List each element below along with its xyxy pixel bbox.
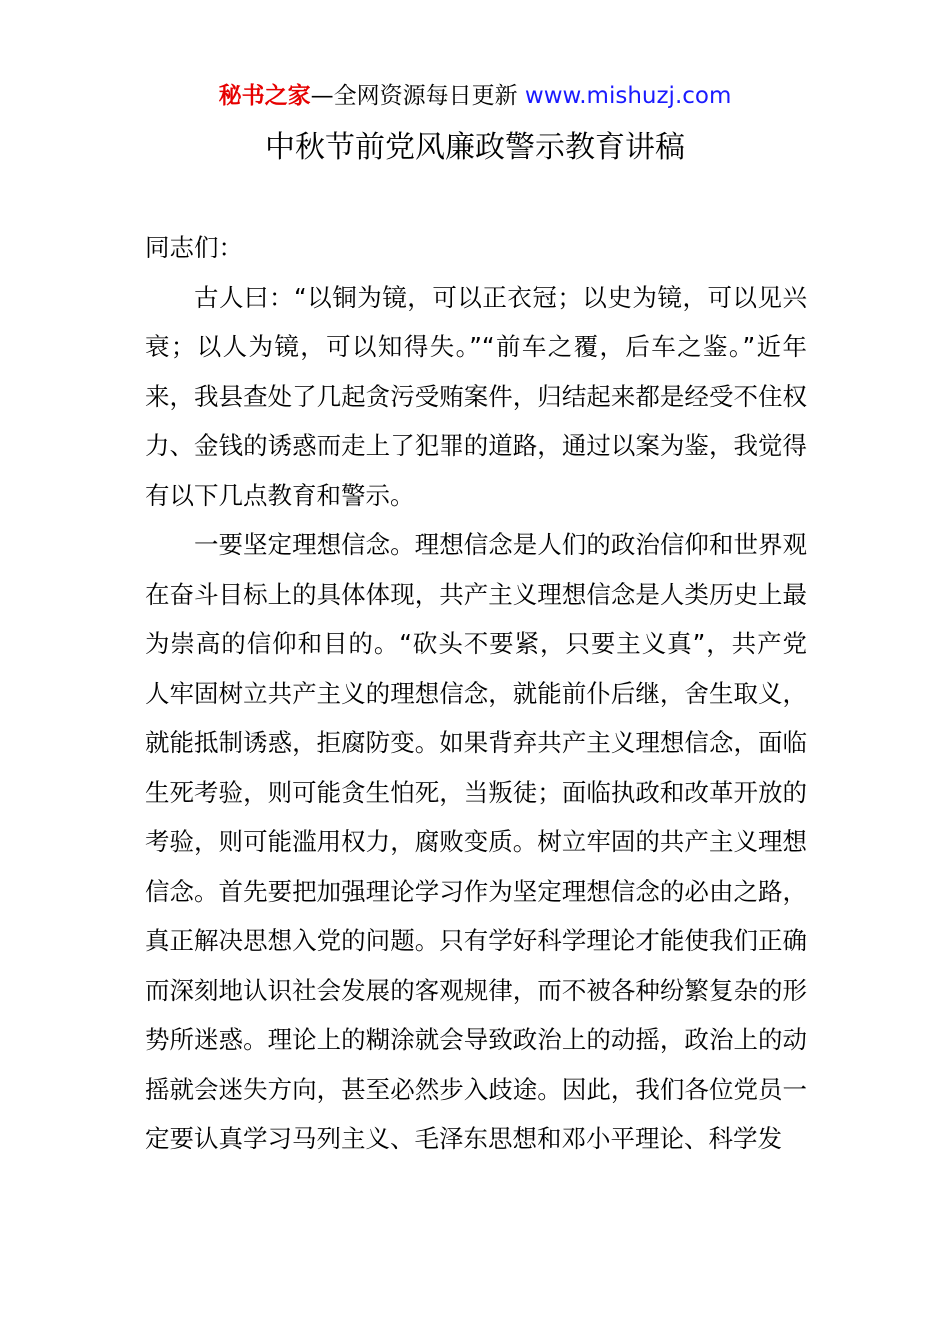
document-body	[145, 223, 807, 1164]
salutation: 同志们：	[145, 233, 243, 262]
paragraph-ideals: 一要坚定理想信念。理想信念是人们的政治信仰和世界观在奋斗目标上的具体体现，共产主义理想信念是人类历史上最为崇高的信仰和目的。“砍头不要紧，只要主义真”，共产党人牢固树立共产主义的理想信念，就能前仆后继，舍生取义，就能抵制诱惑，拒腐防变。如果背弃共产主义理想信念，面临生死考验，则可能贪生怕死，当叛徒；面临执政和改革开放的考验，则可能滥用权力，腐败变质。树立牢固的共产主义理想信念。首先要把加强理论学习作为坚定理想信念的必由之路，真正解决思想入党的问题。只有学好科学理论才能使我们正确而深刻地认识社会发展的客观规律，而不被各种纷繁复杂的形势所迷惑。理论上的糊涂就会导致政治上的动摇，政治上的动摇就会迷失方向，甚至必然步入歧途。因此，我们各位党员一定要认真学习马列主义、毛泽东思想和邓小平理论、科学发	[145, 530, 807, 1153]
site-brand: 秘书之家	[218, 83, 311, 109]
document-title: 中秋节前党风廉政警示教育讲稿	[265, 130, 685, 165]
paragraph-intro: 古人曰：“以铜为镜，可以正衣冠；以史为镜，可以见兴衰；以人为镜，可以知得失。”“前车之覆，后车之鉴。”近年来，我县查处了几起贪污受贿案件，归结起来都是经受不住权力、金钱的诱惑而走上了犯罪的道路，通过以案为鉴，我觉得有以下几点教育和警示。	[145, 282, 807, 510]
site-tagline: —全网资源每日更新	[310, 83, 518, 109]
site-header	[0, 80, 950, 112]
site-url[interactable]: www.mishuzj.com	[524, 83, 732, 109]
